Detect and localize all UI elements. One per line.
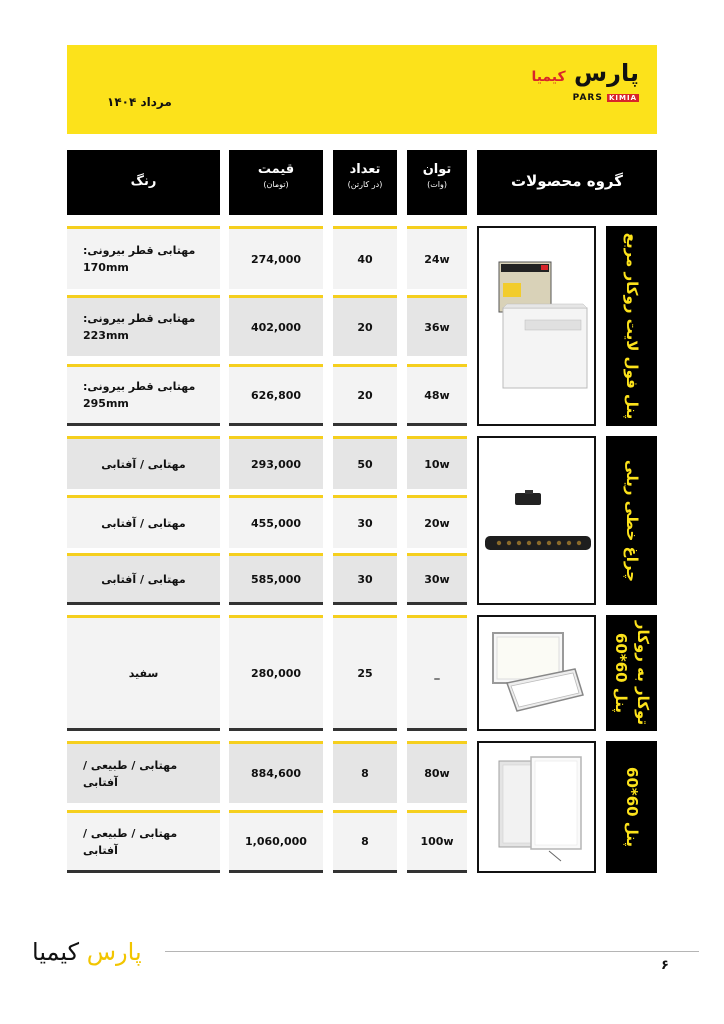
page-number: ۶ [661,958,669,973]
product-image-track-light [477,436,596,605]
table-cell-price: 1,060,000 [229,810,323,873]
category-label: پنل فول لایت روکار مربع [606,226,657,426]
table-cell-price: 402,000 [229,295,323,356]
table-cell-power: 36w [407,295,467,356]
column-header-count-label: تعداد [349,162,381,177]
table-cell-price: 585,000 [229,553,323,605]
table-cell-color: مهتابی قطر بیرونی: 170mm [67,226,220,289]
document-date: مرداد ۱۴۰۴ [107,95,172,109]
table-cell-color: مهتابی / آفتابی [67,436,220,489]
table-cell-count: 25 [333,615,397,731]
table-cell-color: مهتابی قطر بیرونی: 295mm [67,364,220,426]
column-header-price-label: قیمت [257,162,295,177]
table-cell-count: 8 [333,810,397,873]
table-cell-count: 30 [333,495,397,548]
table-cell-power: 30w [407,553,467,605]
table-cell-price: 455,000 [229,495,323,548]
square-panel-product-icon [479,228,594,424]
logo-en-main: PARS [572,93,603,103]
product-image-panel-60 [477,741,596,873]
footer-brand-part2: کیمیا [32,938,80,966]
category-label: چراغ خطی ریلی [606,436,657,605]
table-cell-color: سفید [67,615,220,731]
column-header-count [333,150,397,215]
table-cell-count: 8 [333,741,397,803]
column-header-power [407,150,467,215]
table-cell-color: مهتابی / طبیعی / آفتابی [67,810,220,873]
table-cell-color: مهتابی / آفتابی [67,553,220,605]
table-cell-power: 24w [407,226,467,289]
table-cell-color: مهتابی قطر بیرونی: 223mm [67,295,220,356]
column-header-group-label: گروه محصولات [511,172,623,190]
column-header-count-unit: (در کارتن) [347,180,383,189]
product-image-square-panel [477,226,596,426]
logo-fa-main: پارس [574,59,639,87]
column-header-price [229,150,323,215]
category-label: توکار به روکار پنل 60*60 [606,615,657,731]
track-light-product-icon [479,438,594,603]
column-header-group [477,150,657,215]
table-cell-count: 20 [333,364,397,426]
table-cell-power: 100w [407,810,467,873]
logo-fa-sub: کیمیا [531,69,566,85]
surface-frame-panel-icon [479,617,594,729]
brand-logo [531,59,639,109]
footer-divider [165,951,699,952]
column-header-price-unit: (تومان) [263,180,289,189]
category-label: پنل 60*60 [606,741,657,873]
table-cell-power: 48w [407,364,467,426]
table-cell-price: 293,000 [229,436,323,489]
table-cell-count: 40 [333,226,397,289]
table-cell-color: مهتابی / طبیعی / آفتابی [67,741,220,803]
table-cell-price: 626,800 [229,364,323,426]
table-cell-count: 30 [333,553,397,605]
header-banner [67,45,657,134]
column-header-power-unit: (وات) [427,180,447,189]
table-cell-power: 10w [407,436,467,489]
table-cell-price: 274,000 [229,226,323,289]
column-header-power-label: توان [422,162,452,177]
product-image-surface-frame [477,615,596,731]
footer-brand-part1: پارس [86,938,142,966]
panel-60x60-product-icon [479,743,594,871]
table-cell-power: 20w [407,495,467,548]
column-header-color [67,150,220,215]
logo-en-sub: KIMIA [608,94,637,102]
table-cell-count: 50 [333,436,397,489]
table-cell-price: 280,000 [229,615,323,731]
table-cell-power: 80w [407,741,467,803]
logo-en-text [573,93,639,103]
table-cell-count: 20 [333,295,397,356]
column-header-color-label: رنگ [130,174,157,189]
table-cell-power: _ [407,615,467,731]
footer-brand [32,938,142,966]
table-cell-price: 884,600 [229,741,323,803]
logo-fa-text [531,59,639,87]
table-cell-color: مهتابی / آفتابی [67,495,220,548]
